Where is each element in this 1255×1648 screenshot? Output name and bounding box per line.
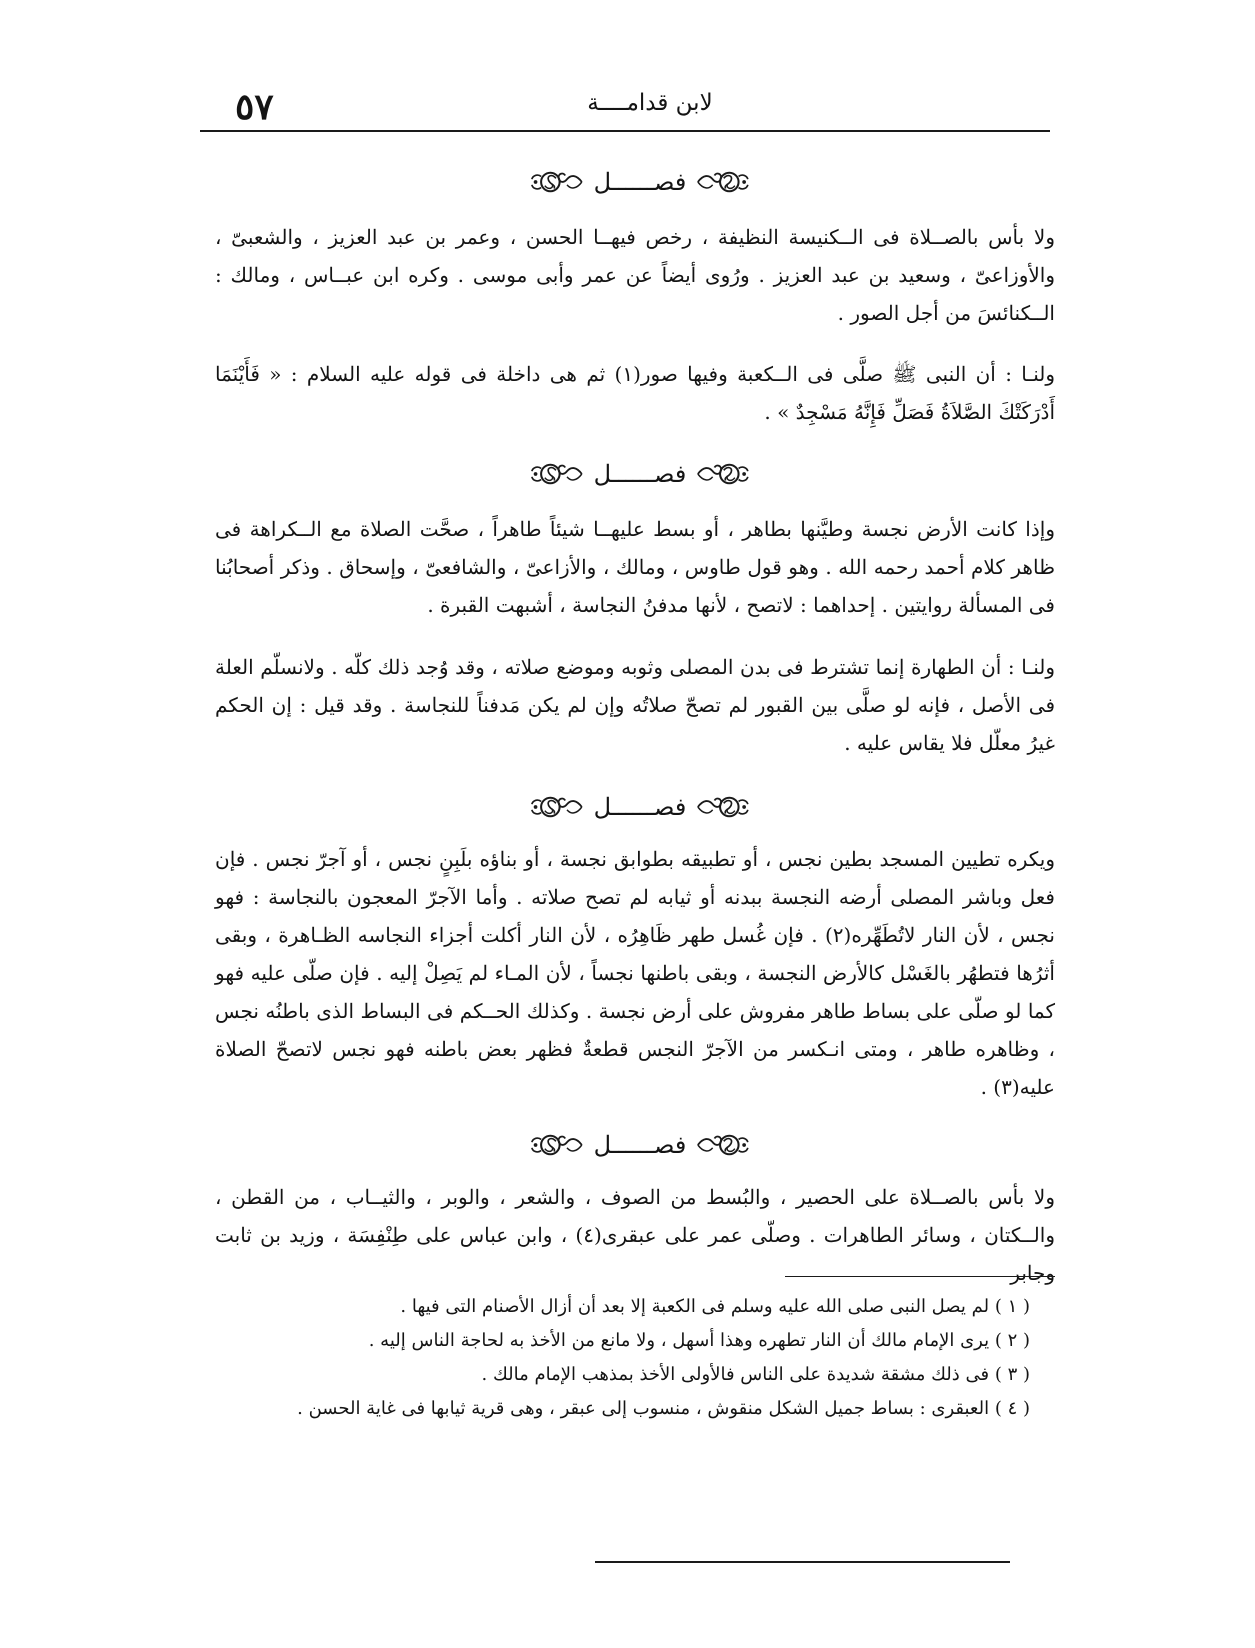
ornament-icon (696, 1128, 750, 1162)
header-rule (200, 130, 1050, 132)
ornament-icon (530, 165, 584, 199)
ornament-icon (530, 457, 584, 491)
section-heading (530, 452, 750, 496)
paragraph: ولا بأس بالصــلاة فى الــكنيسة النظيفة ، رخص فيهــا الحسن ، وعمر بن عبد العزيز ، والشعبىّ ، والأوزاعىّ ، وسعيد بن عبد العزيز . ورُوى أيضاً عن عمر وأبى موسى . وكره ابن عبــاس ، ومالك : الــكنائسَ من أجل الصور . (215, 225, 1055, 325)
footnote: ( ٢ ) يرى الإمام مالك أن النار تطهره وهذا أسهل ، ولا مانع من الأخذ به لحاجة الناس إليه . (368, 1330, 1030, 1351)
paragraph: ولا بأس بالصــلاة على الحصير ، والبُسط من الصوف ، والشعر ، والوبر ، والثيــاب ، من القطن ، والــكتان ، وسائر الطاهرات . وصلّى عمر على عبقرى(٤) ، وابن عباس على طِنْفِسَة ، وزيد بن ثابت وجابر (215, 1185, 1055, 1285)
section-heading-label: فصــــــل (593, 460, 687, 488)
paragraph: ويكره تطيين المسجد بطين نجس ، أو تطبيقه بطوابق نجسة ، أو بناؤه بلَبِنٍ نجس ، أو آجرّ نجس . فإن فعل وباشر المصلى أرضه النجسة ببدنه أو ثيابه لم تصح صلاته . وأما الآجرّ المعجون بالنجاسة : فهو نجس ، لأن النار لاتُطَهِّره(٢) . فإن غُسل طهر ظَاهِرُه ، لأن النار أكلت أجزاء النجاسه الظـاهرة ، وبقى أثرُها فتطهُر بالغَسْل كالأرض النجسة ، وبقى باطنها نجساً ، لأن المـاء لم يَصِلْ إليه . فإن صلّى عليه فهو كما لو صلّى على بساط طاهر مفروش على أرض نجسة . وكذلك الحــكم فى البساط الذى باطنُه نجس ، وظاهره طاهر ، ومتى انـكسر من الآجرّ النجس قطعةٌ فظهر بعض باطنه فهو نجس لاتصحّ الصلاة عليه(٣) . (215, 847, 1055, 1099)
footnote-rule (785, 1276, 1055, 1277)
paragraph: وإذا كانت الأرض نجسة وطيَّنها بطاهر ، أو بسط عليهــا شيئاً طاهراً ، صحَّت الصلاة مع الــكراهة فى ظاهر كلام أحمد رحمه الله . وهو قول طاوس ، ومالك ، والأزاعىّ ، والشافعىّ ، وإسحاق . وذكر أصحابُنا فى المسألة روايتين . إحداهما : لاتصح ، لأنها مدفنُ النجاسة ، أشبهت القبرة . (215, 517, 1055, 617)
footnote: ( ٣ ) فى ذلك مشقة شديدة على الناس فالأولى الأخذ بمذهب الإمام مالك . (481, 1364, 1030, 1385)
section-heading (530, 785, 750, 829)
running-title: لابن قدامــــة (587, 90, 713, 116)
page-number: ٥٧ (235, 86, 274, 128)
ornament-icon (696, 790, 750, 824)
footnote: ( ٤ ) العبقرى : بساط جميل الشكل منقوش ، منسوب إلى عبقر ، وهى قرية ثيابها فى غاية الحسن . (297, 1398, 1030, 1419)
paragraph: ولنـا : أن الطهارة إنما تشترط فى بدن المصلى وثوبه وموضع صلاته ، وقد وُجد ذلك كلّه . ولانسلّم العلة فى الأصل ، فإنه لو صلَّى بين القبور لم تصحّ صلاتُه وإن لم يكن مَدفناً للنجاسة . وقد قيل : إن الحكم غيرُ معلّل فلا يقاس عليه . (215, 655, 1055, 755)
footnotes (215, 1290, 1055, 1426)
ornament-icon (696, 457, 750, 491)
ornament-icon (530, 1128, 584, 1162)
section-heading-label: فصــــــل (593, 793, 687, 821)
section-heading-label: فصــــــل (593, 1131, 687, 1159)
section-heading (530, 160, 750, 204)
bottom-rule (595, 1561, 1010, 1563)
ornament-icon (696, 165, 750, 199)
section-heading (530, 1123, 750, 1167)
footnote: ( ١ ) لم يصل النبى صلى الله عليه وسلم فى الكعبة إلا بعد أن أزال الأصنام التى فيها . (400, 1296, 1030, 1317)
ornament-icon (530, 790, 584, 824)
paragraph: ولنـا : أن النبى ﷺ صلَّى فى الــكعبة وفيها صور(١) ثم هى داخلة فى قوله عليه السلام : « فَأَيْنَمَا أَدْرَكَتْكَ الصَّلاَةُ فَصَلِّ فَإِنَّهُ مَسْجِدٌ » . (215, 362, 1055, 424)
page-header (200, 80, 1050, 130)
section-heading-label: فصــــــل (593, 168, 687, 196)
